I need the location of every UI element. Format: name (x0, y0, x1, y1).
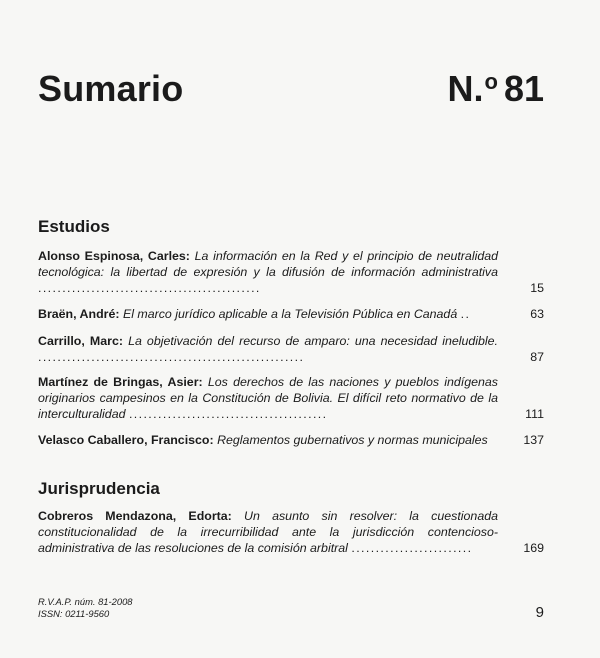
entry-page-number: 111 (525, 407, 544, 421)
dot-leaders: ......................... (351, 541, 473, 555)
entry-author: Cobreros Mendazona, Edorta: (38, 509, 232, 523)
toc-entry-text (38, 333, 498, 365)
entry-title: El marco jurídico aplicable a la Televisión Pública en Canadá (122, 307, 458, 321)
entry-page-number: 137 (523, 433, 544, 447)
entry-title: Un asunto sin resolver: la cuestionada constitucionalidad de la irrecurribilidad ante la jurisdicción contencioso-administrativa de las resoluciones de la comisión arbitral (38, 509, 498, 555)
entry-title: La información en la Red y el principio de neutralidad tecnológica: la libertad de expresión y la difusión de información administrativa (38, 249, 498, 279)
toc-entry-text (38, 432, 498, 448)
journal-issn: ISSN: 0211-9560 (38, 608, 110, 619)
section-heading-estudios: Estudios (38, 217, 110, 236)
toc-entry[interactable] (38, 432, 544, 448)
journal-citation: R.V.A.P. núm. 81-2008 (38, 596, 133, 607)
entry-author: Martínez de Bringas, Asier: (38, 375, 203, 389)
footer-page-number: 9 (535, 604, 544, 621)
entry-author: Carrillo, Marc: (38, 334, 123, 348)
section-heading-jurisprudencia: Jurisprudencia (38, 479, 160, 498)
toc-entry-text (38, 248, 498, 296)
dot-leaders: ....................................................... (38, 350, 305, 364)
entry-page-number: 15 (530, 281, 544, 295)
issue-prefix: N. (447, 68, 484, 109)
dot-leaders: .............................................. (38, 281, 261, 295)
entry-title: Los derechos de las naciones y pueblos indígenas originarios campesinos en la Constitución de Bolivia. El difícil reto normativo de la interculturalidad (38, 375, 499, 421)
toc-entry-text (38, 374, 498, 422)
journal-reference (38, 596, 133, 620)
toc-entry[interactable] (38, 374, 544, 422)
dot-leaders: ......................................... (128, 407, 328, 421)
entry-page-number: 169 (523, 541, 544, 555)
page-title: Sumario (38, 68, 184, 109)
entry-page-number: 63 (530, 307, 544, 321)
toc-entry-text (38, 306, 498, 322)
entry-title: La objetivación del recurso de amparo: una necesidad ineludible. (128, 334, 498, 348)
toc-entry[interactable] (38, 306, 544, 322)
entry-author: Velasco Caballero, Francisco: (38, 433, 214, 447)
dot-leaders: .. (460, 307, 471, 321)
entry-title: Reglamentos gubernativos y normas municipales (217, 433, 488, 447)
toc-entry-text (38, 508, 498, 556)
issue-value: 81 (503, 68, 544, 109)
entry-author: Alonso Espinosa, Carles: (38, 249, 190, 263)
entry-page-number: 87 (530, 350, 544, 364)
entry-author: Braën, André: (38, 307, 120, 321)
issue-number (448, 68, 545, 110)
toc-entry[interactable] (38, 333, 544, 365)
issue-superscript: o (484, 69, 498, 94)
toc-entry[interactable] (38, 248, 544, 296)
toc-entry[interactable] (38, 508, 544, 556)
